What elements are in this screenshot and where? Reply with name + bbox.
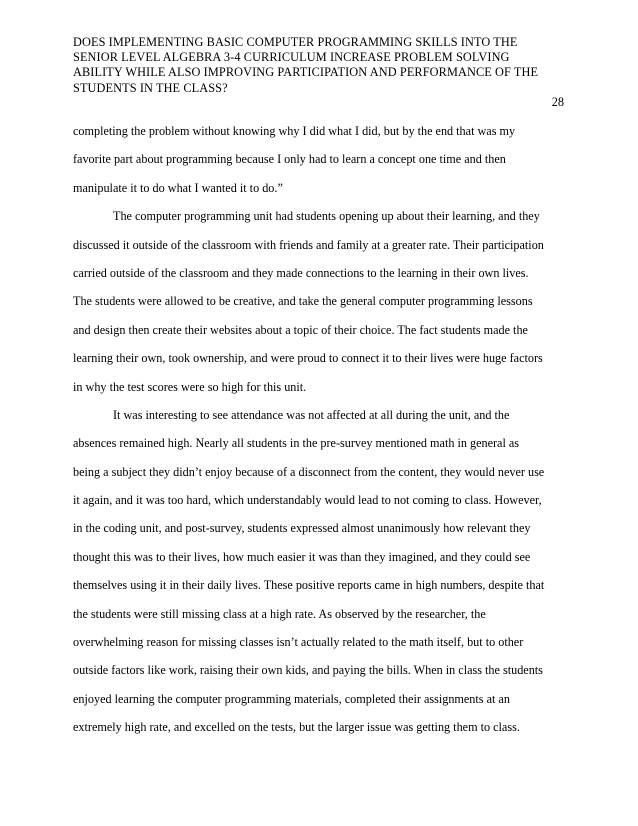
text-line: it again, and it was too hard, which understandably would lead to not coming to class. However, [73, 493, 542, 508]
text-line: being a subject they didn’t enjoy because of a disconnect from the content, they would never use [73, 464, 545, 479]
text-line: discussed it outside of the classroom with friends and family at a greater rate. Their participation [73, 237, 544, 252]
text-line: The students were allowed to be creative, and take the general computer programming lessons [73, 294, 533, 309]
text-line: favorite part about programming because I only had to learn a concept one time and then [73, 152, 506, 167]
page-number: 28 [551, 95, 564, 109]
text-line: manipulate it to do what I wanted it to do.” [73, 180, 283, 195]
text-line: in the coding unit, and post-survey, students expressed almost unanimously how relevant they [73, 521, 531, 536]
text-line: carried outside of the classroom and they made connections to the learning in their own lives. [73, 265, 529, 280]
text-line: in why the test scores were so high for this unit. [73, 379, 307, 394]
running-head-line: SENIOR LEVEL ALGEBRA 3-4 CURRICULUM INCREASE PROBLEM SOLVING [73, 50, 510, 65]
text-line: thought this was to their lives, how much easier it was than they imagined, and they could see [73, 549, 531, 564]
text-line: enjoyed learning the computer programming materials, completed their assignments at an [73, 691, 510, 706]
body-text [73, 122, 568, 747]
text-line: the students were still missing class at a high rate. As observed by the researcher, the [73, 606, 486, 621]
running-head [73, 35, 558, 96]
text-line: absences remained high. Nearly all students in the pre-survey mentioned math in general as [73, 436, 520, 451]
text-line: learning their own, took ownership, and were proud to connect it to their lives were huge factors [73, 351, 543, 366]
text-line: themselves using it in their daily lives. These positive reports came in high numbers, despite that [73, 578, 545, 593]
running-head-line: ABILITY WHILE ALSO IMPROVING PARTICIPATION AND PERFORMANCE OF THE [73, 65, 539, 80]
text-line: overwhelming reason for missing classes isn’t actually related to the math itself, but to other [73, 635, 524, 650]
text-line: extremely high rate, and excelled on the tests, but the larger issue was getting them to class. [73, 720, 520, 735]
text-line: outside factors like work, raising their own kids, and paying the bills. When in class the students [73, 663, 543, 678]
text-line: completing the problem without knowing why I did what I did, but by the end that was my [73, 124, 516, 138]
running-head-line: DOES IMPLEMENTING BASIC COMPUTER PROGRAMMING SKILLS INTO THE [73, 35, 518, 49]
text-line: and design then create their websites about a topic of their choice. The fact students made the [73, 322, 528, 337]
running-head-line: STUDENTS IN THE CLASS? [73, 80, 228, 95]
paragraph-first-line: The computer programming unit had students opening up about their learning, and they [113, 209, 540, 224]
paragraph-first-line: It was interesting to see attendance was not affected at all during the unit, and the [113, 407, 510, 422]
